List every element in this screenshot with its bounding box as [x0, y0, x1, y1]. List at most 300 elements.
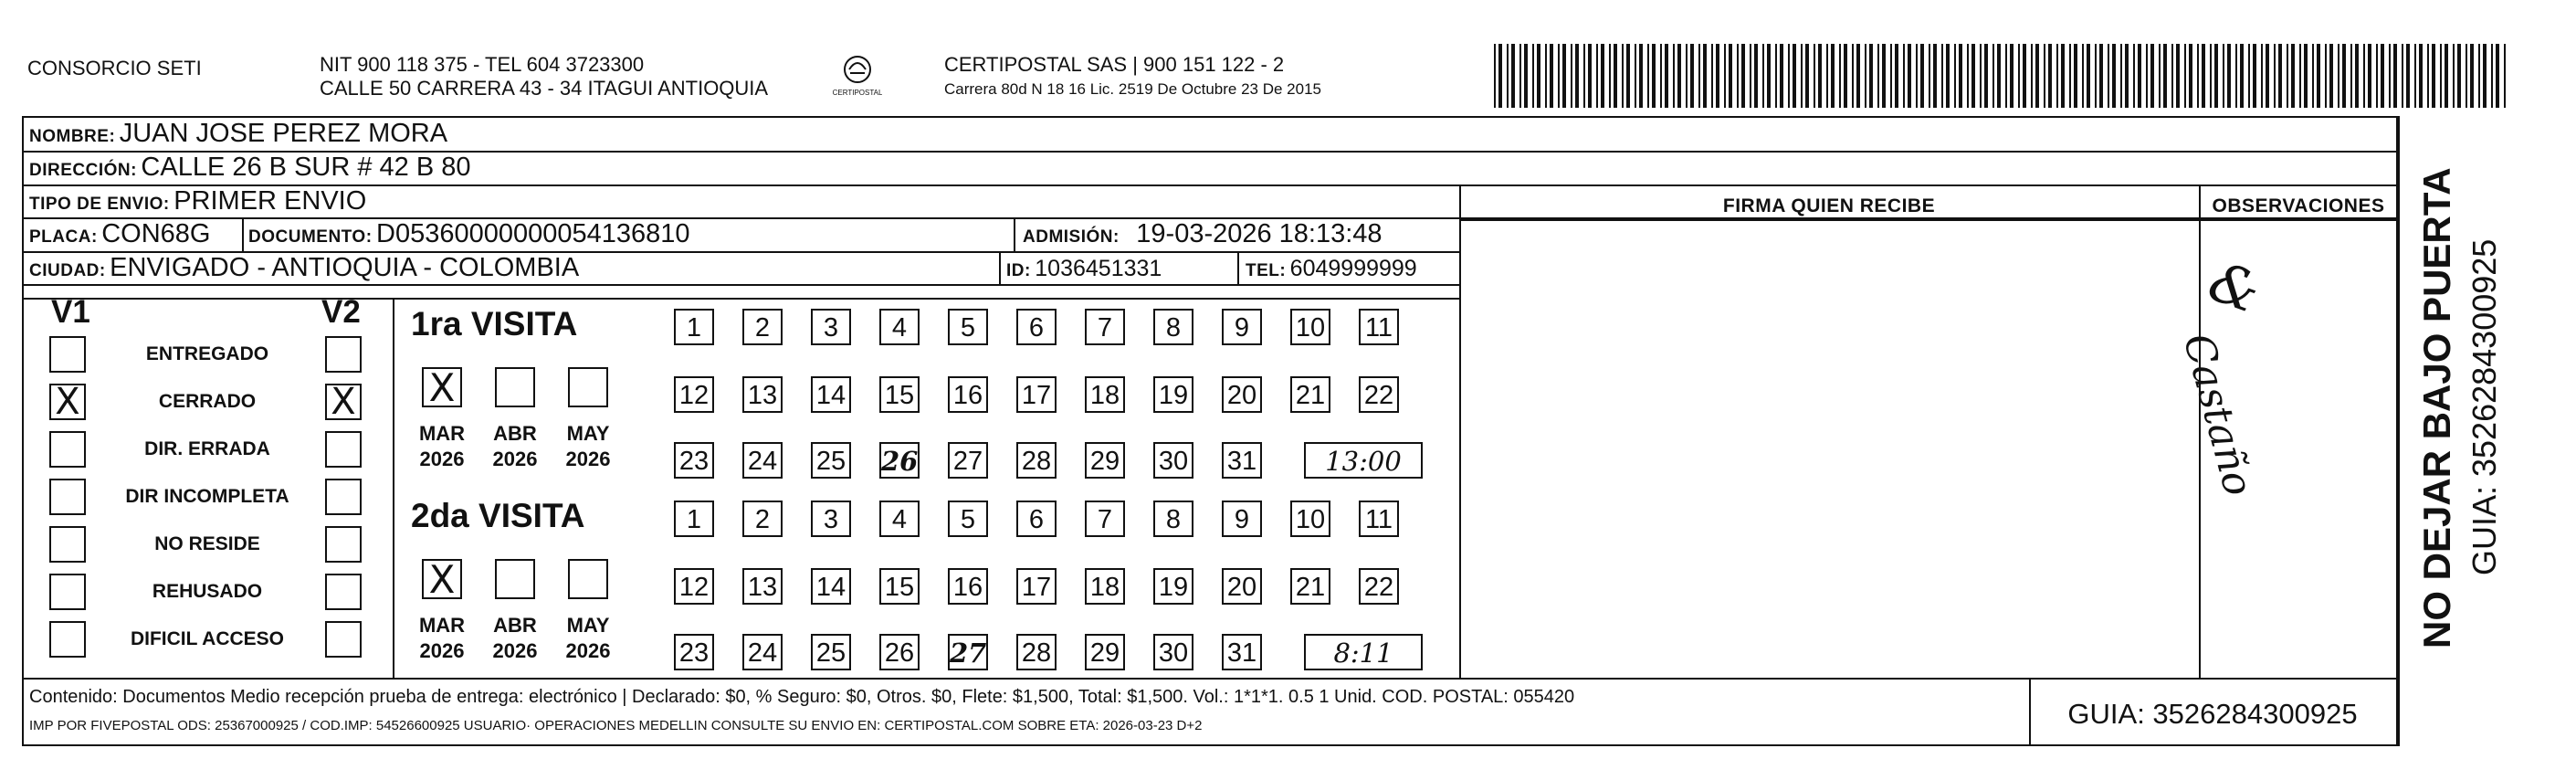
barcode-bar — [1660, 44, 1662, 108]
status-v1-checkbox[interactable] — [49, 381, 86, 423]
barcode-bar — [2108, 44, 2109, 108]
ciudad-cell — [29, 253, 579, 283]
barcode-bar — [1856, 44, 1860, 108]
barcode-bar — [1677, 44, 1681, 108]
day-cell[interactable] — [1016, 501, 1057, 537]
check-mark: X — [55, 381, 80, 423]
company-name: CONSORCIO SETI — [27, 57, 202, 79]
year-label: 2026 — [565, 448, 611, 470]
day-number: 10 — [1295, 313, 1326, 343]
barcode-bar — [1626, 44, 1630, 108]
day-number: 14 — [815, 381, 846, 410]
day-cell[interactable] — [674, 376, 714, 413]
day-cell[interactable] — [1153, 309, 1193, 345]
day-number: 6 — [1028, 505, 1045, 534]
day-cell[interactable] — [1359, 501, 1399, 537]
logo-text: CERTIPOSTAL — [833, 89, 882, 97]
day-cell[interactable] — [948, 501, 988, 537]
day-number: 2 — [754, 505, 771, 534]
day-number: 25 — [815, 447, 846, 476]
barcode-bar — [1852, 44, 1854, 108]
barcode-bar — [1609, 44, 1611, 108]
month-checkbox[interactable] — [422, 365, 462, 410]
day-number: 5 — [960, 505, 976, 534]
day-number: 16 — [952, 381, 983, 410]
barcode-bar — [1498, 44, 1502, 108]
barcode-bar — [1801, 44, 1803, 108]
documento-label: DOCUMENTO: — [248, 227, 373, 247]
day-cell[interactable] — [811, 568, 851, 605]
day-cell[interactable] — [742, 442, 783, 479]
day-number: 15 — [884, 381, 915, 410]
barcode-bar — [2287, 44, 2288, 108]
day-cell[interactable] — [1085, 568, 1125, 605]
day-number: 3 — [823, 313, 839, 343]
barcode-bar — [1818, 44, 1822, 108]
hour-box[interactable]: 8:11 — [1304, 634, 1423, 670]
placa-label: PLACA: — [29, 227, 98, 247]
day-cell[interactable] — [1222, 309, 1262, 345]
barcode-bar — [1882, 44, 1886, 108]
documento-value: D05360000000054136810 — [376, 219, 690, 248]
direccion-value: CALLE 26 B SUR # 42 B 80 — [141, 153, 471, 182]
nit-line: NIT 900 118 375 - TEL 604 3723300 — [320, 53, 645, 76]
barcode-bar — [2381, 44, 2384, 108]
barcode-bar — [1929, 44, 1930, 108]
barcode-bar — [1908, 44, 1911, 108]
day-cell[interactable] — [1153, 501, 1193, 537]
day-cell[interactable] — [1016, 376, 1057, 413]
barcode-bar — [1941, 44, 1943, 108]
barcode-bar — [1716, 44, 1719, 108]
day-cell[interactable] — [742, 568, 783, 605]
col-divider — [1237, 251, 1239, 284]
day-cell[interactable] — [1222, 501, 1262, 537]
day-cell[interactable] — [1290, 309, 1330, 345]
day-number: 17 — [1021, 381, 1052, 410]
day-number: 8 — [1165, 505, 1182, 534]
status-label: ENTREGADO — [145, 343, 269, 364]
day-number: 31 — [1226, 447, 1257, 476]
day-cell[interactable] — [1153, 442, 1193, 479]
barcode-bar — [2184, 44, 2186, 108]
day-cell[interactable] — [1016, 309, 1057, 345]
status-v2-checkbox[interactable] — [325, 381, 362, 423]
year-label: 2026 — [492, 448, 538, 470]
barcode-bar — [2087, 44, 2090, 108]
footer-guia: GUIA: 3526284300925 — [2067, 698, 2358, 730]
barcode-bar — [2457, 44, 2461, 108]
barcode-bar — [2248, 44, 2250, 108]
v2-title: V2 — [321, 294, 361, 330]
barcode-bar — [1788, 44, 1790, 108]
status-label: NO RESIDE — [154, 533, 260, 554]
barcode-bar — [1895, 44, 1898, 108]
month-label: MAR — [418, 614, 466, 637]
barcode-bar — [2018, 44, 2020, 108]
barcode-bar — [1711, 44, 1713, 108]
day-cell[interactable] — [1085, 376, 1125, 413]
day-number: 27 — [952, 447, 983, 476]
barcode-bar — [2120, 44, 2122, 108]
barcode-bar — [1959, 44, 1962, 108]
col-divider — [242, 217, 244, 251]
barcode-bar — [2389, 44, 2391, 108]
day-number: 1 — [686, 313, 702, 343]
barcode-bar — [1588, 44, 1592, 108]
barcode-bar — [2210, 44, 2212, 108]
barcode-bar — [1647, 44, 1649, 108]
firma-header: FIRMA QUIEN RECIBE — [1722, 195, 1936, 216]
month-label: MAY — [566, 422, 610, 445]
day-cell[interactable] — [811, 501, 851, 537]
day-cell[interactable] — [948, 568, 988, 605]
check-mark: X — [428, 557, 456, 602]
admision-cell — [1023, 219, 1383, 249]
barcode-bar — [2171, 44, 2173, 108]
observaciones-header: OBSERVACIONES — [2212, 195, 2385, 216]
barcode-bar — [2048, 44, 2052, 108]
col-divider — [1014, 217, 1015, 251]
status-v2-checkbox[interactable] — [325, 336, 362, 373]
day-cell[interactable] — [1085, 501, 1125, 537]
nombre-label: NOMBRE: — [29, 127, 116, 146]
status-v1-checkbox[interactable] — [49, 336, 86, 373]
barcode-bar — [1844, 44, 1847, 108]
barcode-bar — [1575, 44, 1579, 108]
barcode-bar — [1571, 44, 1572, 108]
barcode-bar — [2278, 44, 2282, 108]
ciudad-value: ENVIGADO - ANTIOQUIA - COLOMBIA — [110, 253, 580, 282]
barcode — [1494, 44, 2517, 108]
col-divider — [393, 298, 394, 678]
hour-box[interactable]: 13:00 — [1304, 442, 1423, 479]
barcode-bar — [2069, 44, 2071, 108]
day-number: 8 — [1165, 313, 1182, 343]
status-v2-checkbox[interactable] — [325, 574, 362, 610]
status-v2-checkbox[interactable] — [325, 526, 362, 563]
barcode-bar — [2035, 44, 2039, 108]
barcode-bar — [1532, 44, 1534, 108]
barcode-bar — [1737, 44, 1739, 108]
day-cell[interactable] — [674, 309, 714, 345]
status-v1-checkbox[interactable] — [49, 526, 86, 563]
barcode-bar — [2470, 44, 2474, 108]
side-guia: GUIA: 3526284300925 — [2466, 238, 2503, 575]
barcode-bar — [1558, 44, 1560, 108]
barcode-bar — [1767, 44, 1771, 108]
day-cell[interactable] — [1290, 376, 1330, 413]
day-cell[interactable] — [1359, 309, 1399, 345]
barcode-bar — [2445, 44, 2448, 108]
col-divider — [999, 251, 1001, 284]
barcode-bar — [1537, 44, 1540, 108]
status-v2-checkbox[interactable] — [325, 479, 362, 515]
barcode-bar — [2338, 44, 2339, 108]
day-number: 14 — [815, 573, 846, 602]
day-cell[interactable] — [811, 309, 851, 345]
placa-value: CON68G — [101, 219, 211, 248]
id-cell — [1006, 256, 1162, 282]
barcode-bar — [2355, 44, 2359, 108]
day-cell[interactable] — [811, 634, 851, 670]
barcode-bar — [1967, 44, 1969, 108]
day-cell[interactable] — [948, 309, 988, 345]
barcode-bar — [1507, 44, 1509, 108]
barcode-bar — [1831, 44, 1835, 108]
barcode-bar — [2023, 44, 2026, 108]
barcode-bar — [1762, 44, 1764, 108]
day-cell[interactable] — [1290, 501, 1330, 537]
day-number: 23 — [678, 638, 710, 668]
day-cell[interactable] — [1222, 376, 1262, 413]
day-number: 5 — [960, 313, 976, 343]
barcode-bar — [2150, 44, 2154, 108]
day-number: 17 — [1021, 573, 1052, 602]
col-divider — [2396, 116, 2398, 746]
barcode-bar — [2056, 44, 2058, 108]
tel-label: TEL: — [1246, 261, 1287, 280]
barcode-bar — [1550, 44, 1553, 108]
day-number: 23 — [678, 447, 710, 476]
day-cell[interactable] — [1359, 376, 1399, 413]
day-number: 15 — [884, 573, 915, 602]
row-divider — [1459, 219, 2396, 221]
day-cell[interactable] — [742, 634, 783, 670]
status-label: DIR INCOMPLETA — [125, 486, 289, 507]
contenido-line: Contenido: Documentos Medio recepción prueba de entrega: electrónico | Declarado: $0, % Seguro: $0, Otros. $0, Flete: $1,500, Total: $1,500. Vol.: 1*1*1. 0.5 1 Unid. COD. POSTAL: 055420 — [29, 687, 1575, 707]
barcode-bar — [2099, 44, 2103, 108]
day-number: 19 — [1158, 573, 1189, 602]
day-number: 20 — [1226, 573, 1257, 602]
barcode-bar — [2235, 44, 2237, 108]
col-divider — [1459, 184, 1461, 678]
status-v2-checkbox[interactable] — [325, 431, 362, 468]
barcode-bar — [2253, 44, 2256, 108]
day-number: 2 — [754, 313, 771, 343]
barcode-bar — [1903, 44, 1905, 108]
barcode-bar — [2376, 44, 2378, 108]
barcode-bar — [1826, 44, 1828, 108]
barcode-bar — [1698, 44, 1700, 108]
barcode-bar — [2325, 44, 2327, 108]
barcode-bar — [2082, 44, 2084, 108]
barcode-bar — [2440, 44, 2442, 108]
barcode-bar — [1754, 44, 1758, 108]
visit-title: 2da VISITA — [411, 497, 585, 534]
day-cell[interactable] — [1153, 634, 1193, 670]
status-v2-checkbox[interactable] — [325, 621, 362, 658]
day-number: 28 — [1021, 447, 1052, 476]
barcode-bar — [1741, 44, 1745, 108]
barcode-bar — [1652, 44, 1656, 108]
barcode-bar — [1933, 44, 1937, 108]
year-label: 2026 — [492, 639, 538, 662]
status-v1-checkbox[interactable] — [49, 574, 86, 610]
tel-value: 6049999999 — [1289, 256, 1417, 281]
day-number: 31 — [1226, 638, 1257, 668]
day-cell[interactable] — [879, 442, 920, 479]
year-label: 2026 — [419, 639, 465, 662]
barcode-bar — [2491, 44, 2493, 108]
month-label: ABR — [493, 614, 537, 637]
day-number: 22 — [1363, 381, 1394, 410]
month-checkbox[interactable] — [422, 557, 462, 602]
barcode-bar — [2496, 44, 2499, 108]
barcode-bar — [2112, 44, 2116, 108]
barcode-bar — [2133, 44, 2135, 108]
barcode-bar — [2427, 44, 2429, 108]
day-number: 11 — [1364, 313, 1393, 343]
barcode-bar — [1635, 44, 1636, 108]
barcode-bar — [1877, 44, 1879, 108]
year-label: 2026 — [419, 448, 465, 470]
day-cell[interactable] — [1222, 568, 1262, 605]
ciudad-label: CIUDAD: — [29, 261, 106, 280]
day-cell[interactable] — [1016, 442, 1057, 479]
day-cell[interactable] — [1153, 568, 1193, 605]
barcode-bar — [1686, 44, 1688, 108]
day-number: 29 — [1089, 447, 1120, 476]
barcode-bar — [1997, 44, 2001, 108]
barcode-bar — [1780, 44, 1783, 108]
day-cell[interactable] — [1222, 442, 1262, 479]
day-cell[interactable] — [742, 501, 783, 537]
direccion-row — [29, 153, 471, 183]
day-cell[interactable] — [674, 442, 714, 479]
day-cell[interactable] — [1085, 442, 1125, 479]
barcode-bar — [1946, 44, 1950, 108]
day-number: 7 — [1097, 505, 1113, 534]
id-value: 1036451331 — [1035, 256, 1162, 281]
day-number: 12 — [678, 573, 710, 602]
row-divider — [22, 298, 1459, 300]
day-number: 10 — [1295, 505, 1326, 534]
barcode-bar — [1494, 44, 1496, 108]
day-cell[interactable] — [948, 634, 988, 670]
barcode-bar — [2202, 44, 2205, 108]
day-number: 22 — [1363, 573, 1394, 602]
day-number: 13 — [747, 381, 778, 410]
day-cell[interactable] — [742, 309, 783, 345]
status-v1-checkbox[interactable] — [49, 431, 86, 468]
barcode-bar — [2402, 44, 2403, 108]
month-label: MAY — [566, 614, 610, 637]
barcode-bar — [2329, 44, 2333, 108]
barcode-bar — [1869, 44, 1873, 108]
barcode-bar — [1596, 44, 1598, 108]
day-cell[interactable] — [948, 442, 988, 479]
barcode-bar — [1971, 44, 1975, 108]
certipostal-line1: CERTIPOSTAL SAS | 900 151 122 - 2 — [944, 53, 1285, 76]
day-cell[interactable] — [879, 501, 920, 537]
barcode-bar — [2406, 44, 2410, 108]
day-number: 28 — [1021, 638, 1052, 668]
barcode-bar — [1639, 44, 1643, 108]
admision-value: 19-03-2026 18:13:48 — [1136, 219, 1383, 248]
barcode-bar — [2368, 44, 2371, 108]
row-divider — [22, 678, 2400, 680]
barcode-bar — [2005, 44, 2007, 108]
barcode-bar — [2363, 44, 2365, 108]
day-cell[interactable] — [1222, 634, 1262, 670]
barcode-bar — [2414, 44, 2416, 108]
day-number: 29 — [1089, 638, 1120, 668]
day-cell[interactable] — [674, 501, 714, 537]
year-label: 2026 — [565, 639, 611, 662]
month-checkbox[interactable] — [495, 367, 535, 407]
month-label: MAR — [418, 422, 466, 445]
day-cell[interactable] — [879, 568, 920, 605]
status-label: DIR. ERRADA — [144, 438, 270, 459]
day-cell[interactable] — [742, 376, 783, 413]
day-cell[interactable] — [1016, 634, 1057, 670]
day-number: 20 — [1226, 381, 1257, 410]
day-cell[interactable] — [1290, 568, 1330, 605]
day-cell[interactable] — [674, 634, 714, 670]
direccion-label: DIRECCIÓN: — [29, 161, 137, 180]
day-number: 18 — [1089, 381, 1120, 410]
day-number: 21 — [1295, 381, 1326, 410]
barcode-bar — [1583, 44, 1585, 108]
month-checkbox[interactable] — [495, 559, 535, 599]
day-number: 13 — [747, 573, 778, 602]
day-cell[interactable] — [1016, 568, 1057, 605]
month-checkbox[interactable] — [568, 367, 608, 407]
day-cell[interactable] — [811, 442, 851, 479]
barcode-bar — [2483, 44, 2487, 108]
day-cell[interactable] — [879, 309, 920, 345]
barcode-bar — [1750, 44, 1751, 108]
status-v1-checkbox[interactable] — [49, 621, 86, 658]
day-cell[interactable] — [1085, 634, 1125, 670]
barcode-bar — [2291, 44, 2295, 108]
day-number: 19 — [1158, 381, 1189, 410]
month-label: ABR — [493, 422, 537, 445]
day-cell[interactable] — [1085, 309, 1125, 345]
barcode-bar — [2031, 44, 2033, 108]
day-cell[interactable] — [674, 568, 714, 605]
barcode-bar — [2504, 44, 2506, 108]
status-label: REHUSADO — [152, 581, 263, 602]
barcode-bar — [2266, 44, 2269, 108]
day-cell[interactable] — [879, 634, 920, 670]
barcode-bar — [1614, 44, 1617, 108]
barcode-bar — [1562, 44, 1566, 108]
day-number: 26 — [881, 446, 919, 477]
barcode-bar — [1775, 44, 1777, 108]
day-cell[interactable] — [1153, 376, 1193, 413]
day-number: 9 — [1234, 313, 1250, 343]
day-cell[interactable] — [948, 376, 988, 413]
barcode-bar — [2478, 44, 2480, 108]
check-mark: X — [331, 381, 356, 423]
day-cell[interactable] — [811, 376, 851, 413]
barcode-bar — [1703, 44, 1707, 108]
barcode-bar — [2095, 44, 2097, 108]
month-checkbox[interactable] — [568, 559, 608, 599]
status-v1-checkbox[interactable] — [49, 479, 86, 515]
barcode-bar — [2453, 44, 2455, 108]
barcode-bar — [2214, 44, 2218, 108]
barcode-bar — [1814, 44, 1815, 108]
barcode-bar — [1545, 44, 1547, 108]
day-number: 26 — [884, 638, 915, 668]
day-cell[interactable] — [879, 376, 920, 413]
day-cell[interactable] — [1359, 568, 1399, 605]
barcode-bar — [2223, 44, 2224, 108]
barcode-bar — [2044, 44, 2045, 108]
